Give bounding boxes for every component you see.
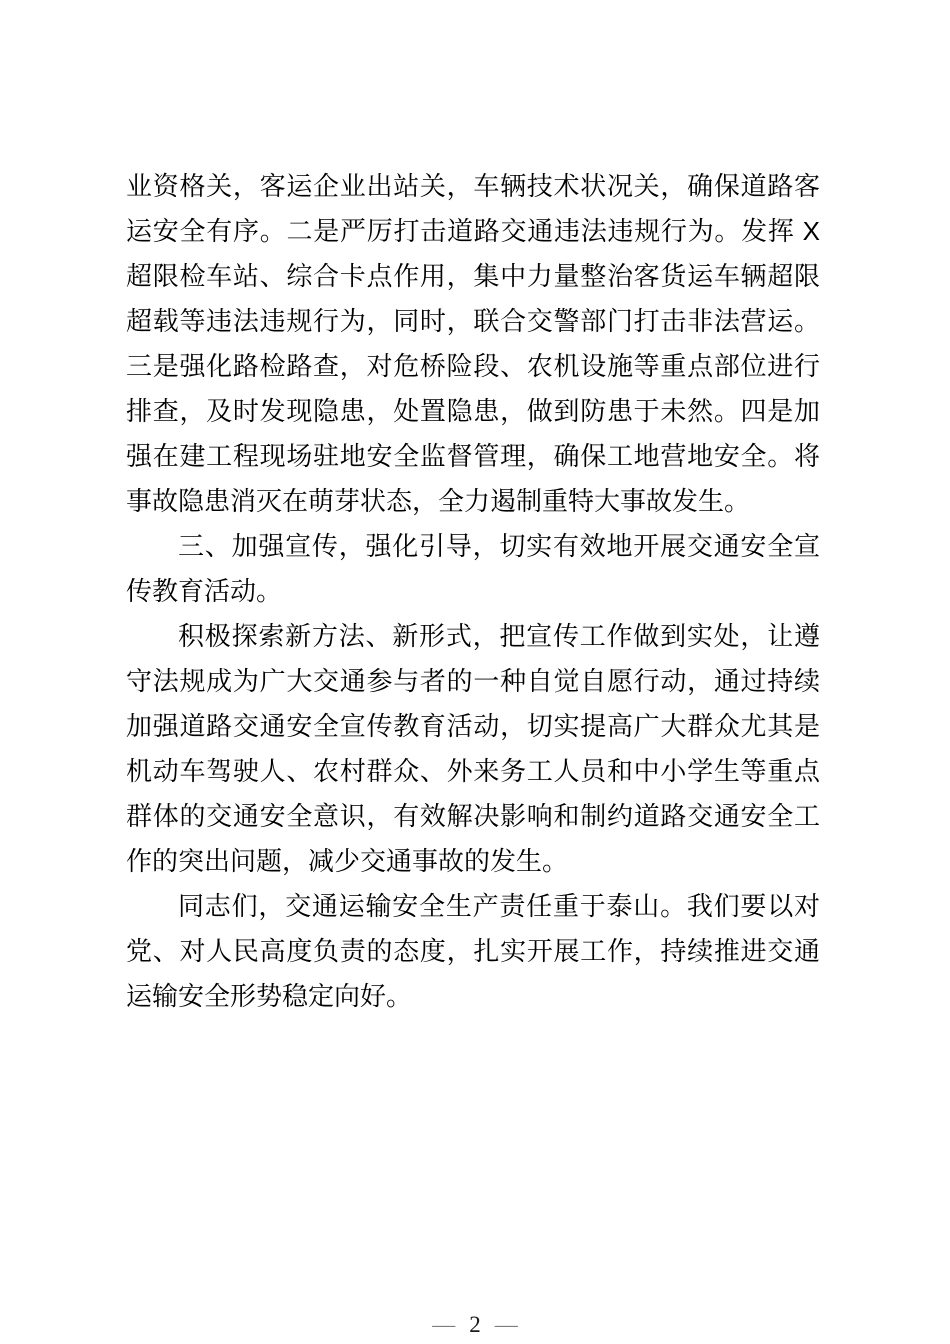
footer-left-dash: —: [432, 1312, 456, 1337]
document-body: [126, 164, 820, 1019]
body-paragraph-closing: 同志们，交通运输安全生产责任重于泰山。我们要以对党、对人民高度负责的态度，扎实开展工作，持续推进交通运输安全形势稳定向好。: [126, 891, 820, 1011]
page-number: 2: [469, 1312, 481, 1337]
body-paragraph: 积极探索新方法、新形式，把宣传工作做到实处，让遵守法规成为广大交通参与者的一种自觉自愿行动，通过持续加强道路交通安全宣传教育活动，切实提高广大群众尤其是机动车驾驶人、农村群众、外来务工人员和中小学生等重点群体的交通安全意识，有效解决影响和制约道路交通安全工作的突出问题，减少交通事故的发生。: [126, 621, 820, 876]
body-paragraph-continuation: 业资格关，客运企业出站关，车辆技术状况关，确保道路客运安全有序。二是严厉打击道路交通违法违规行为。发挥 X 超限检车站、综合卡点作用，集中力量整治客货运车辆超限超载等违法违规行为，同时，联合交警部门打击非法营运。三是强化路检路查，对危桥险段、农机设施等重点部位进行排查，及时发现隐患，处置隐患，做到防患于未然。四是加强在建工程现场驻地安全监督管理，确保工地营地安全。将事故隐患消灭在萌芽状态，全力遏制重特大事故发生。: [126, 171, 820, 516]
page-footer: [0, 1310, 950, 1342]
section-heading: 三、加强宣传，强化引导，切实有效地开展交通安全宣传教育活动。: [126, 531, 820, 606]
footer-right-dash: —: [494, 1312, 518, 1337]
